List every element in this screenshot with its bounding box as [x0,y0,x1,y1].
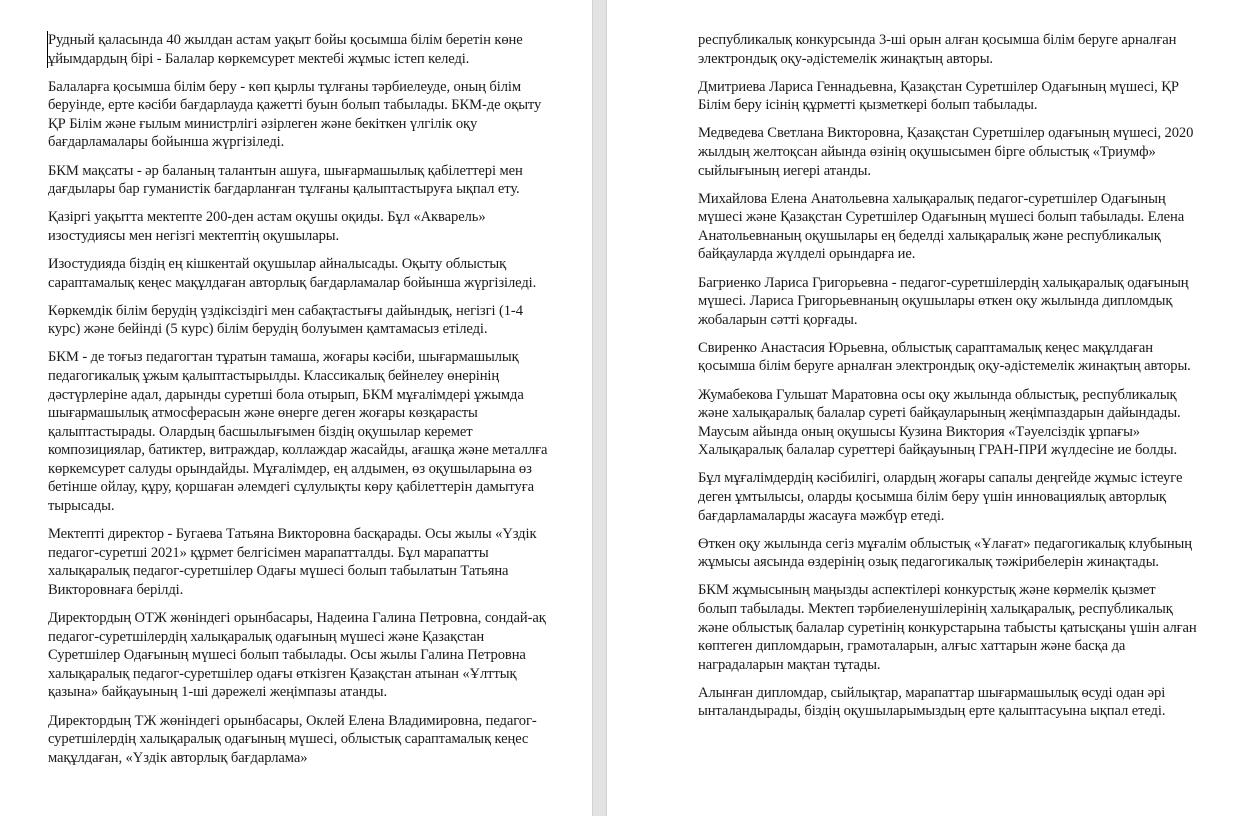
paragraph: Бұл мұғалімдердің кәсібилігі, олардың жоғары сапалы деңгейде жұмыс істеуге деген ұмтылысы, оларды қосымша білім беру үшін инновациялық авторлық бағдарламаларды жасауға мәжбүр етеді. [698,470,1183,524]
paragraph: Қазіргі уақытта мектепте 200-ден астам оқушы оқиды. Бұл «Акварель» изостудиясы мен негізгі мектептің оқушылары. [48,209,486,244]
paragraph: Алынған дипломдар, сыйлықтар, марапаттар шығармашылық өсуді одан әрі ынталандырады, біздің оқушыларымыздың ерте қалыптасуына ықпал етеді. [698,684,1166,720]
paragraph: БКМ жұмысының маңызды аспектілері конкурстық және көрмелік қызмет болып табылады. Мектеп тәрбиеленушілерінің халықаралық, республикалық және облыстық балалар суретінің конкурстарына табысты қатысқаны үшін алған көптеген дипломдарын, грамоталарын, алғыс хаттарын және басқа да наградаларын мақтан тұтады. [698,582,1197,673]
paragraph: республикалық конкурсында 3-ші орын алған қосымша білім беруге арналған электрондық оқу-әдістемелік жинақтың авторы. [698,32,1177,67]
paragraph: Багриенко Лариса Григорьевна - педагог-суретшілердің халықаралық одағының мүшесі. Лариса Григорьевнаның оқушылары өткен оқу жылында дипломдық жобаларын сәтті қорғады. [698,274,1189,328]
paragraph: Өткен оқу жылында сегіз мұғалім облыстық «Ұлағат» педагогикалық клубының жұмысы аясында өздерінің озық педагогикалық тәжірибелерін жинақтады. [698,535,1192,571]
paragraph: Көркемдік білім берудің үздіксіздігі мен сабақтастығы дайындық, негізгі (1-4 курс) және бейінді (5 курс) білім берудің болуымен қамтамасыз етіледі. [48,302,523,338]
paragraph: БКМ мақсаты - әр баланың талантын ашуға, шығармашылық қабілеттері мен дағдылары бар гуманистік бағдарланған тұлғаны қалыптастыруға ықпал ету. [48,162,523,198]
paragraph: Свиренко Анастасия Юрьевна, облыстық сараптамалық кеңес мақұлдаған қосымша білім беруге арналған электрондық оқу-әдістемелік жинақтың авторы. [698,339,1191,375]
paragraph: Директордың ОТЖ жөніндегі орынбасары, Надеина Галина Петровна, сондай-ақ педагог-суретшілердің халықаралық одағының мүшесі және Қазақстан Суретшілер Одағының мүшесі болып табылады. Осы жылы Галина Петровна халықаралық педагог-суретшілер одағы өткізген Қазақстан атынан «Ұлттық қазына» байқауының 1-ші дәрежелі жеңімпазы атанды. [48,610,546,701]
paragraph: Медведева Светлана Викторовна, Қазақстан Суретшілер одағының мүшесі, 2020 жылдың желтоқсан айында өзінің оқушысымен бірге облыстық «Триумф» сыйлығының иегері атанды. [698,125,1194,179]
document-page-left[interactable] [0,0,592,816]
paragraph: Изостудияда біздің ең кішкентай оқушылар айналысады. Оқыту облыстық сараптамалық кеңес мақұлдаған авторлық бағдарламалар бойынша жүргізіледі. [48,255,537,291]
paragraph: Балаларға қосымша білім беру - көп қырлы тұлғаны тәрбиелеуде, оның білім беруінде, ерте кәсіби бағдарлауда қажетті буын болып табылады. БКМ-де оқыту ҚР Білім және ғылым министрлігі әзірлеген және бекіткен үлгілік оқу бағдарламалары бойынша жүргізіледі. [48,78,542,151]
paragraph: Жумабекова Гульшат Маратовна осы оқу жылында облыстық, республикалық және халықаралық балалар суреті байқауларының жеңімпаздарын дайындады. Маусым айында оның оқушысы Кузина Виктория «Тәуелсіздік ұрпағы» Халықаралық балалар суреттері байқауының ГРАН-ПРИ жүлдесіне ие болды. [698,386,1181,459]
paragraph: Рудный қаласында 40 жылдан астам уақыт бойы қосымша білім беретін көне ұйымдардың бірі - Балалар көркемсурет мектебі жұмыс істеп келеді. [47,31,548,68]
paragraph: Мектепті директор - Бугаева Татьяна Викторовна басқарады. Осы жылы «Үздік педагог-суретші 2021» құрмет белгісімен марапатталды. Бұл марапатты халықаралық педагог-суретшілер Одағы мүшесі болып табылатын Татьяна Викторовнаға берілді. [48,526,537,598]
paragraph: Дмитриева Лариса Геннадьевна, Қазақстан Суретшілер Одағының мүшесі, ҚР Білім беру ісінің құрметті қызметкері болып табылады. [698,78,1179,114]
paragraph: Директордың ТЖ жөніндегі орынбасары, Оклей Елена Владимировна, педагог-суретшілердің халықаралық одағының мүшесі, облыстық сараптамалық кеңес мақұлдаған, «Үздік авторлық бағдарлама» [48,712,537,766]
paragraph: Михайлова Елена Анатольевна халықаралық педагог-суретшілер Одағының мүшесі және Қазақстан Суретшілер Одағының мүшесі болып табылады. Елена Анатольевнаның оқушылары ең беделді халықаралық және республикалық байқауларда жүлделі орындарға ие. [698,190,1185,263]
document-page-right[interactable] [607,0,1236,816]
paragraph: БКМ - де тоғыз педагогтан тұратын тамаша, жоғары кәсіби, шығармашылық педагогикалық ұжым қалыптастырылды. Классикалық бейнелеу өнерінің дәстүрлеріне адал, дарынды суретші бола отырып, БКМ мұғалімдері ұжымда шығармашылық атмосферасын және өнерге деген жоғары көзқарасты қалыптастырады. Олардың басшылығымен біздің оқушылар керемет композициялар, батиктер, витраждар, коллаждар жасайды, ағашқа және металлға көркемсурет салуды орындайды. Мұғалімдер, ең алдымен, өз оқушыларына өз бетінше ойлау, құру, қоршаған әлемдегі сұлулықты көру қабілеттерін дамытуға тырысады. [48,349,548,515]
page-gutter [592,0,607,816]
